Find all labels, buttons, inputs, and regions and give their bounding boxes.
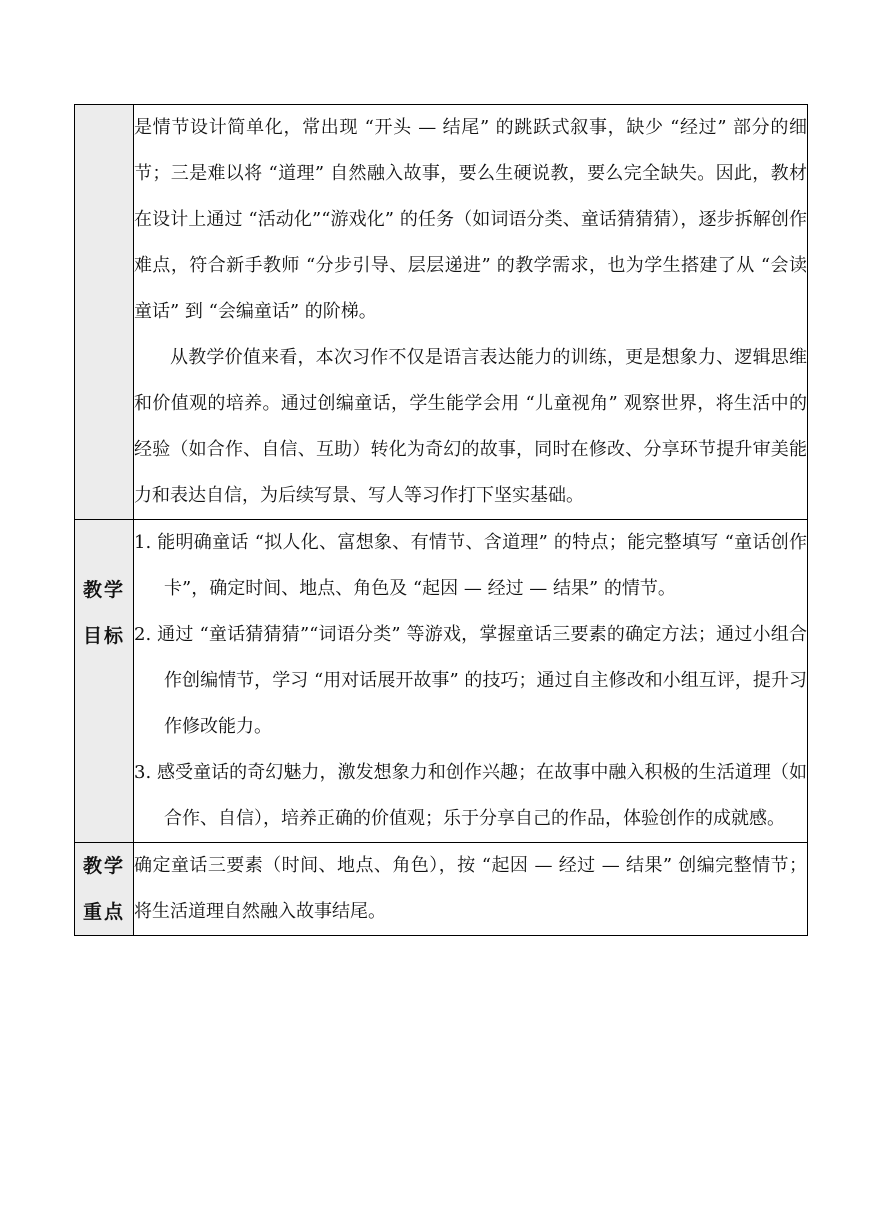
keypoints-content [134, 843, 808, 936]
objectives-label-line2: 目标 [82, 625, 125, 647]
objectives-row [75, 520, 808, 843]
keypoints-label-cell [75, 843, 134, 936]
objective-item-1: 1. 能明确童话 “拟人化、富想象、有情节、含道理” 的特点；能完整填写 “童话创作卡”，确定时间、地点、角色及 “起因 — 经过 — 结果” 的情节。 [134, 532, 807, 599]
objective-item-2: 2. 通过 “童话猜猜猜”“词语分类” 等游戏，掌握童话三要素的确定方法；通过小组合作创编情节，学习 “用对话展开故事” 的技巧；通过自主修改和小组互评，提升习作修改能力。 [134, 624, 807, 737]
lesson-plan-table [74, 104, 808, 936]
keypoints-row [75, 843, 808, 936]
analysis-row [75, 105, 808, 520]
keypoints-label-line2: 重点 [82, 901, 125, 923]
analysis-content [134, 105, 808, 520]
objectives-label-cell [75, 520, 134, 843]
analysis-paragraph-2: 从教学价值来看，本次习作不仅是语言表达能力的训练，更是想象力、逻辑思维和价值观的培养。通过创编童话，学生能学会用 “儿童视角” 观察世界，将生活中的经验（如合作、自信、互助）转化为奇幻的故事，同时在修改、分享环节提升审美能力和表达自信，为后续写景、写人等习作打下坚实基础。 [134, 347, 807, 506]
keypoints-label-line1: 教学 [82, 855, 125, 877]
keypoints-text: 确定童话三要素（时间、地点、角色），按 “起因 — 经过 — 结果” 创编完整情节；将生活道理自然融入故事结尾。 [134, 855, 807, 922]
objective-item-3: 3. 感受童话的奇幻魅力，激发想象力和创作兴趣；在故事中融入积极的生活道理（如合作、自信），培养正确的价值观；乐于分享自己的作品，体验创作的成就感。 [134, 762, 807, 829]
analysis-label-cell [75, 105, 134, 520]
analysis-paragraph-1: 是情节设计简单化，常出现 “开头 — 结尾” 的跳跃式叙事，缺少 “经过” 部分的细节；三是难以将 “道理” 自然融入故事，要么生硬说教，要么完全缺失。因此，教材在设计上通过 “活动化”“游戏化” 的任务（如词语分类、童话猜猜猜），逐步拆解创作难点，符合新手教师 “分步引导、层层递进” 的教学需求，也为学生搭建了从 “会读童话” 到 “会编童话” 的阶梯。 [134, 117, 807, 322]
objectives-content [134, 520, 808, 843]
objectives-label-line1: 教学 [82, 579, 125, 601]
